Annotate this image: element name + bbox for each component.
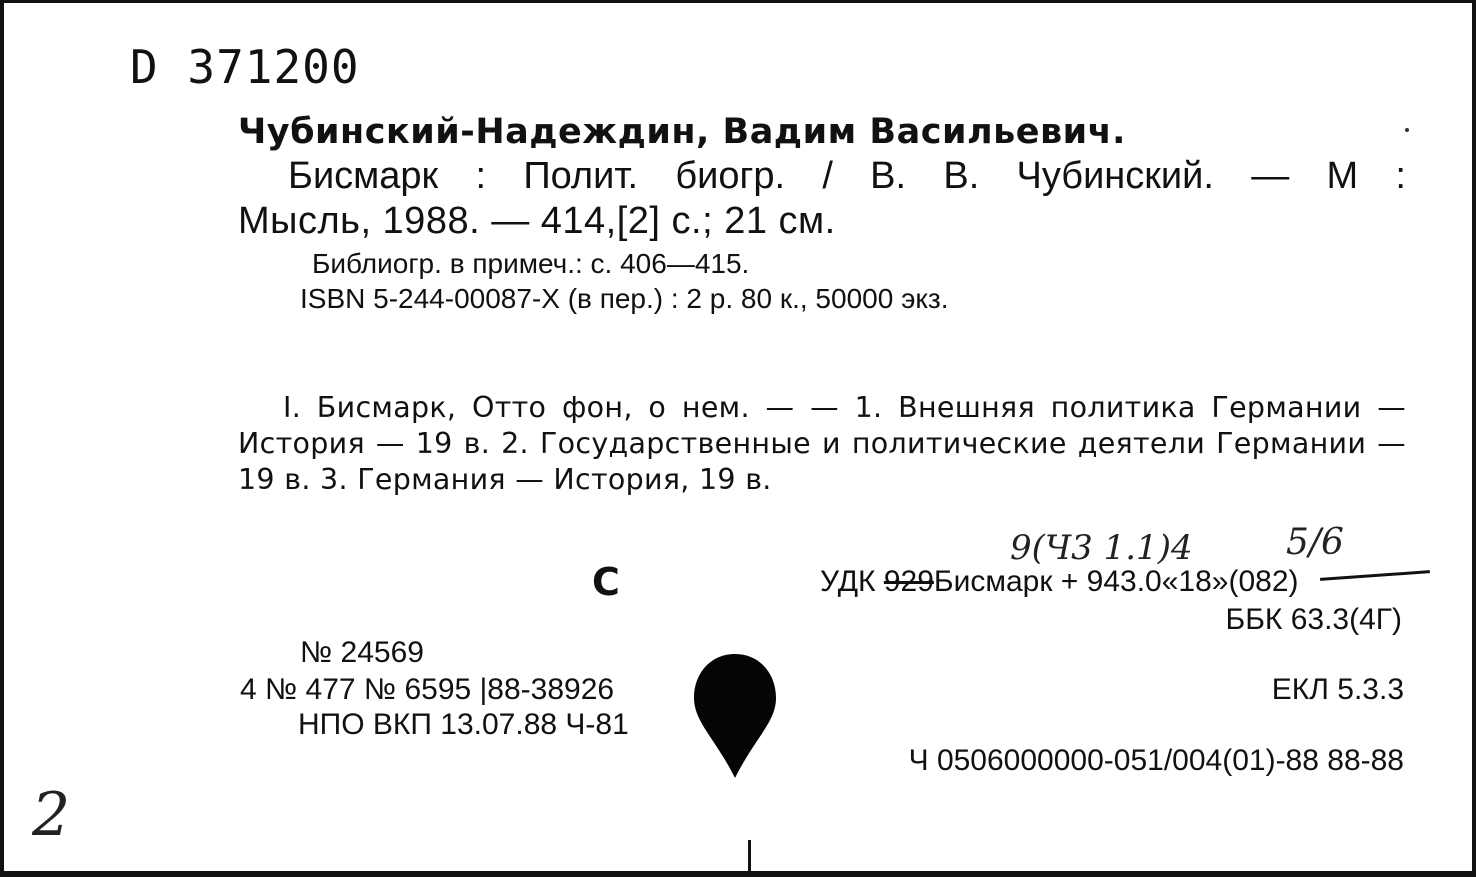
bottom-tick	[748, 840, 751, 874]
call-number: D 371200	[130, 40, 360, 94]
udk-strike-line	[1320, 570, 1430, 581]
card-border-right	[1472, 0, 1476, 877]
npo-line: НПО ВКП 13.07.88 Ч-81	[298, 708, 629, 741]
title-statement-line1	[238, 155, 1406, 198]
title-statement-text: Бисмарк : Полит. биогр. / В. В. Чубинский. — М :	[288, 155, 1406, 197]
card-border-left	[0, 0, 4, 877]
title-statement-line2: Мысль, 1988. — 414,[2] с.; 21 см.	[238, 200, 836, 242]
card-border-bottom	[0, 871, 1476, 877]
bbk-code: ББК 63.3(4Г)	[1225, 603, 1402, 636]
accession-number: № 24569	[300, 636, 424, 669]
print-order-line: 4 № 477 № 6595 |88-38926	[240, 673, 615, 706]
udk-prefix: УДК	[820, 565, 884, 598]
punch-hole	[690, 650, 780, 780]
small-dot	[1405, 128, 1409, 132]
ekl-code: ЕКЛ 5.3.3	[1271, 673, 1404, 706]
isbn-note: ISBN 5-244-00087-X (в пер.) : 2 р. 80 к., 50000 экз.	[300, 283, 949, 314]
collection-letter: С	[592, 560, 620, 604]
handwritten-mark: 2	[32, 780, 71, 850]
udk-main: Бисмарк + 943.0«18»(082)	[933, 565, 1299, 598]
handwritten-fraction: 5/6	[1286, 522, 1344, 563]
handwritten-classification: 9(Ч3 1.1)4	[1010, 528, 1193, 568]
udk-struck: 929	[883, 565, 934, 598]
publisher-code: Ч 0506000000-051/004(01)-88 88-88	[908, 744, 1404, 777]
author-heading: Чубинский-Надеждин, Вадим Васильевич.	[238, 112, 1126, 152]
bibliography-note: Библиогр. в примеч.: с. 406—415.	[312, 248, 750, 279]
subject-headings-text: I. Бисмарк, Отто фон, о нем. — — 1. Внешняя политика Германии — История — 19 в. 2. Государственные и политические деятели Германии — 19 в. 3. Германия — История, 19 в.	[238, 391, 1406, 496]
udk-code	[820, 565, 1299, 599]
card-border-top	[0, 0, 1476, 3]
punch-hole-icon	[690, 650, 780, 780]
subject-headings	[238, 390, 1406, 498]
